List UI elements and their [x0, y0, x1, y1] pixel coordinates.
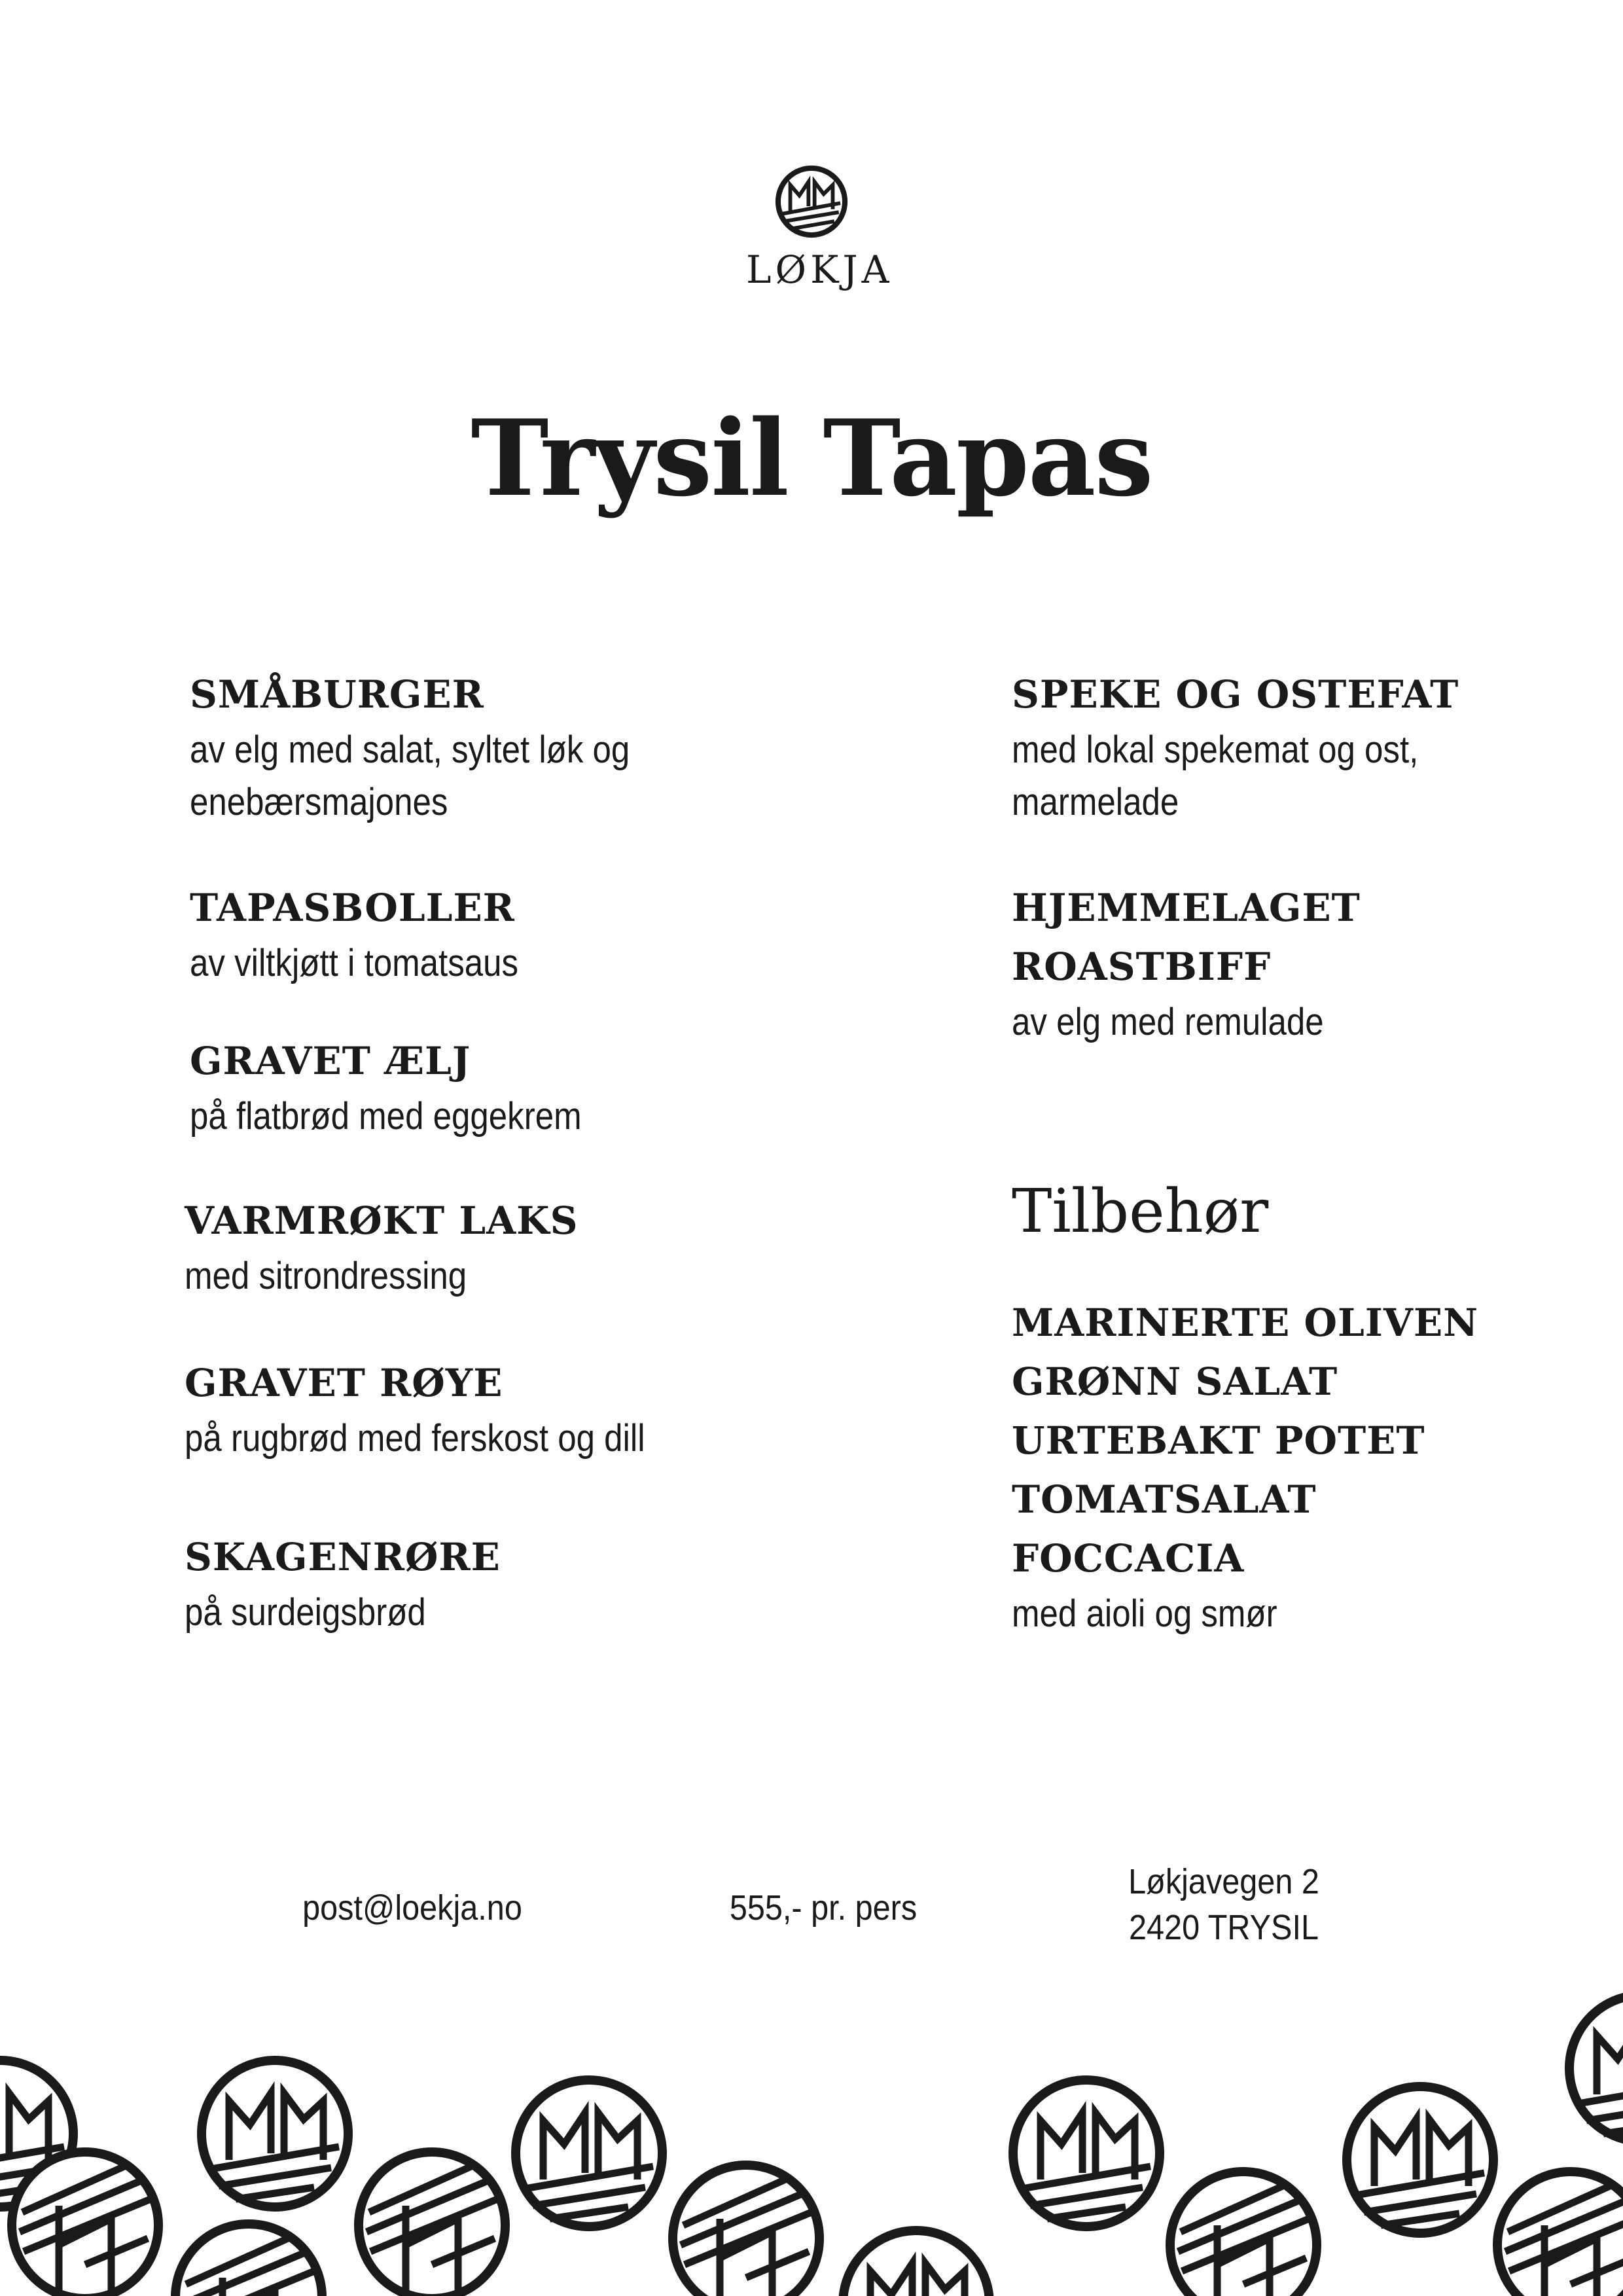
menu-item-desc: på flatbrød med eggekrem: [190, 1095, 582, 1138]
tilbehor-item: FOCCACIA: [1012, 1536, 1245, 1581]
tilbehor-desc: med aioli og smør: [1012, 1592, 1277, 1635]
tilbehor-item: TOMATSALAT: [1012, 1477, 1317, 1522]
menu-item-name: GRAVET RØYE: [185, 1361, 503, 1405]
menu-item-roastbiff: [1012, 878, 1366, 1049]
menu-item-desc: av viltkjøtt i tomatsaus: [190, 942, 519, 984]
menu-item-speke-og-ostefat: [1012, 665, 1474, 829]
tilbehor-item: MARINERTE OLIVEN: [1012, 1300, 1479, 1345]
tilbehor-list: [1012, 1293, 1478, 1640]
menu-item-skagenrore: [185, 1528, 501, 1639]
loekja-emblem-icon: [774, 164, 849, 240]
menu-item-name: SPEKE OG OSTEFAT: [1012, 672, 1459, 717]
footer-email: post@loekja.no: [302, 1888, 522, 1928]
menu-item-name: SKAGENRØRE: [185, 1535, 501, 1579]
menu-item-name: TAPASBOLLER: [190, 886, 515, 930]
menu-item-name: SMÅBURGER: [190, 672, 484, 717]
menu-item-name: VARMRØKT LAKS: [185, 1198, 579, 1243]
menu-item-gravet-roye: [185, 1354, 707, 1465]
menu-item-name: HJEMMELAGET: [1012, 886, 1361, 930]
brand-logo: [746, 164, 893, 292]
menu-item-tapasboller: [190, 878, 563, 990]
menu-item-desc: med lokal spekemat og ost,: [1012, 728, 1419, 771]
emblem-pattern: [0, 1990, 1623, 2296]
tilbehor-item: URTEBAKT POTET: [1012, 1418, 1425, 1463]
section-heading-tilbehor: Tilbehør: [1012, 1176, 1269, 1246]
menu-item-desc: med sitrondressing: [185, 1255, 467, 1297]
menu-item-name: GRAVET ÆLJ: [190, 1039, 471, 1083]
menu-item-desc: på surdeigsbrød: [185, 1591, 426, 1634]
menu-item-varmrokt-laks: [185, 1191, 578, 1302]
menu-item-gravet-aelj: [190, 1031, 635, 1143]
menu-item-desc: på rugbrød med ferskost og dill: [185, 1417, 645, 1460]
address-line: 2420 TRYSIL: [1128, 1908, 1319, 1947]
tilbehor-item: GRØNN SALAT: [1012, 1359, 1338, 1404]
address-line: Løkjavegen 2: [1128, 1862, 1319, 1901]
menu-item-desc: av elg med salat, syltet løk og: [190, 728, 630, 771]
page-title: Trysil Tapas: [471, 397, 1152, 520]
footer-price: 555,- pr. pers: [729, 1888, 918, 1928]
menu-item-desc: enebærsmajones: [190, 781, 448, 823]
menu-item-desc: av elg med remulade: [1012, 1001, 1324, 1043]
menu-item-name: ROASTBIFF: [1012, 944, 1272, 989]
brand-name: LØKJA: [746, 247, 893, 292]
menu-item-smaaburger: [190, 665, 690, 829]
footer-address: [1077, 1859, 1371, 1950]
menu-item-desc: marmelade: [1012, 781, 1179, 823]
